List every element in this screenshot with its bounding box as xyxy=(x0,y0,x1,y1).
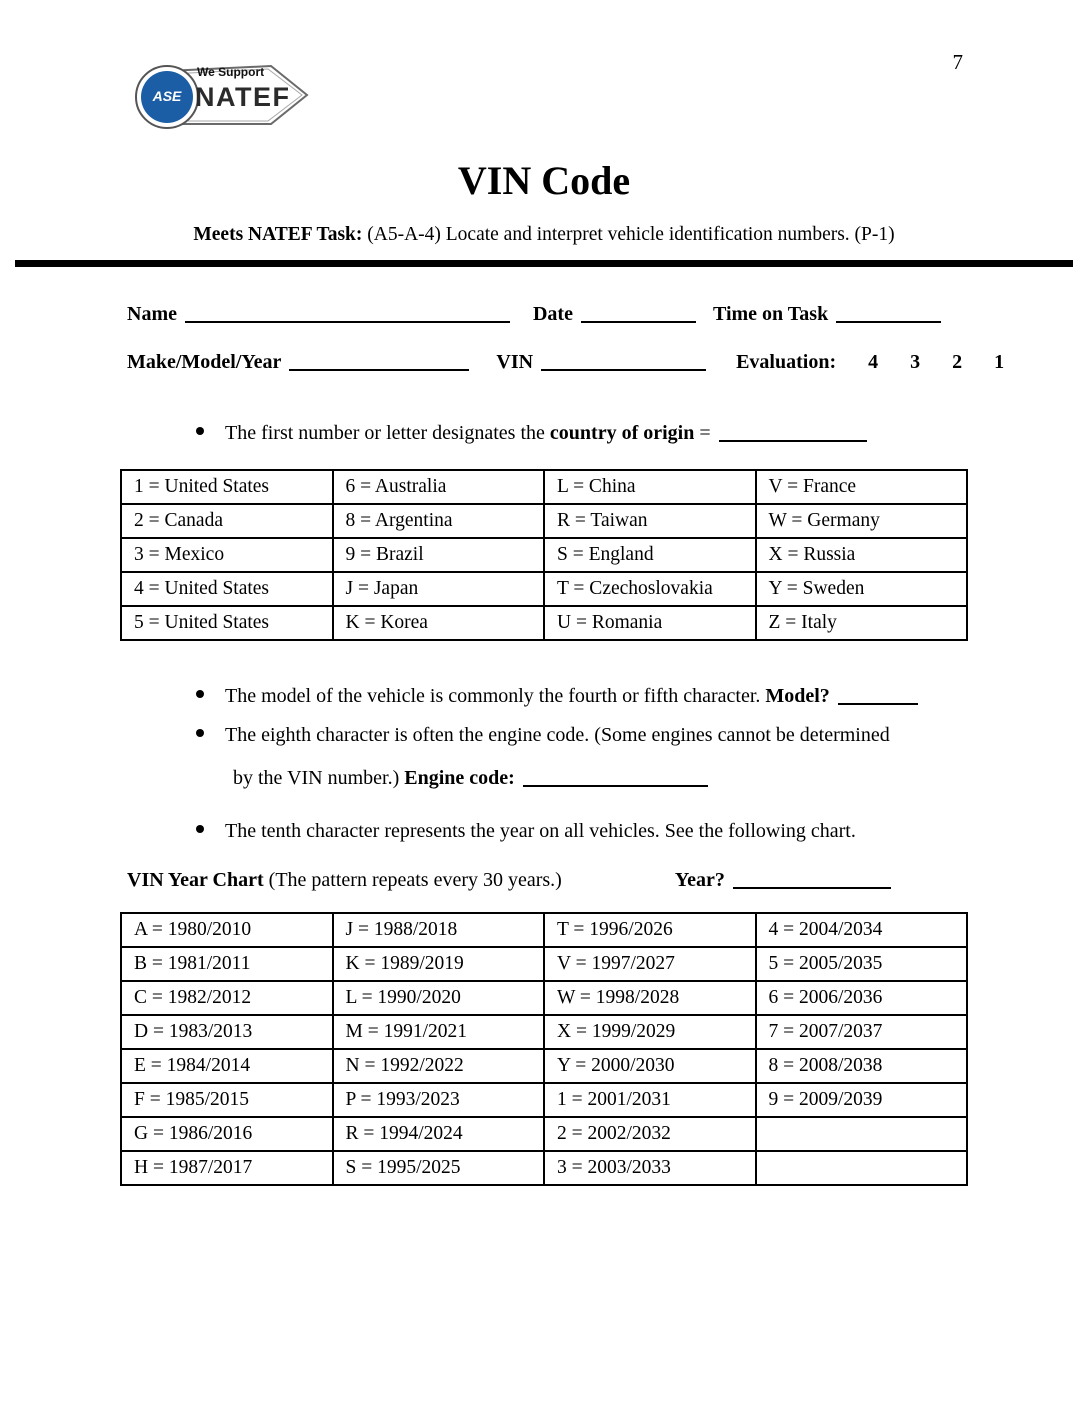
table-cell: D = 1983/2013 xyxy=(121,1015,333,1049)
table-cell: 9 = Brazil xyxy=(333,538,545,572)
make-vin-eval-line xyxy=(127,351,1088,374)
table-cell: L = 1990/2020 xyxy=(333,981,545,1015)
bullet-year xyxy=(196,820,1088,843)
table-cell: 1 = 2001/2031 xyxy=(544,1083,756,1117)
vin-year-chart-note: (The pattern repeats every 30 years.) xyxy=(263,869,562,891)
date-blank xyxy=(581,305,696,323)
engine-code-label: Engine code: xyxy=(404,767,515,789)
table-cell: K = Korea xyxy=(333,606,545,640)
table-cell: 8 = 2008/2038 xyxy=(756,1049,968,1083)
table-cell: 3 = Mexico xyxy=(121,538,333,572)
table-cell: W = Germany xyxy=(756,504,968,538)
table-cell: G = 1986/2016 xyxy=(121,1117,333,1151)
table-cell: 5 = United States xyxy=(121,606,333,640)
vin-year-chart-table xyxy=(120,912,968,1186)
country-of-origin-blank xyxy=(719,424,867,442)
vin-blank xyxy=(541,353,706,371)
logo-natef-text: NATEF xyxy=(195,82,291,112)
table-cell: U = Romania xyxy=(544,606,756,640)
page-number: 7 xyxy=(952,50,963,74)
table-cell: V = 1997/2027 xyxy=(544,947,756,981)
table-cell xyxy=(756,1151,968,1185)
table-cell: K = 1989/2019 xyxy=(333,947,545,981)
time-on-task-label: Time on Task xyxy=(712,303,829,325)
table-cell: J = Japan xyxy=(333,572,545,606)
table-cell: 4 = United States xyxy=(121,572,333,606)
table-cell: S = 1995/2025 xyxy=(333,1151,545,1185)
table-cell: T = 1996/2026 xyxy=(544,913,756,947)
table-cell: 3 = 2003/2033 xyxy=(544,1151,756,1185)
bullet-icon xyxy=(196,690,204,698)
table-cell: 1 = United States xyxy=(121,470,333,504)
engine-text-line1: The eighth character is often the engine code. (Some engines cannot be determined xyxy=(225,724,890,746)
table-cell: B = 1981/2011 xyxy=(121,947,333,981)
table-row xyxy=(121,1049,967,1083)
table-cell: P = 1993/2023 xyxy=(333,1083,545,1117)
table-cell: W = 1998/2028 xyxy=(544,981,756,1015)
table-cell: Z = Italy xyxy=(756,606,968,640)
make-model-year-blank xyxy=(289,353,469,371)
natef-task-line xyxy=(0,224,1088,246)
table-cell xyxy=(756,1117,968,1151)
bullet-icon xyxy=(196,427,204,435)
evaluation-label: Evaluation: xyxy=(736,351,837,373)
name-date-time-line xyxy=(127,303,1088,326)
table-row xyxy=(121,1151,967,1185)
task-text: (A5-A-4) Locate and interpret vehicle identification numbers. (P-1) xyxy=(367,224,895,245)
table-cell: M = 1991/2021 xyxy=(333,1015,545,1049)
evaluation-score-3: 3 xyxy=(910,351,921,373)
year-label: Year? xyxy=(674,869,725,891)
table-cell: 6 = Australia xyxy=(333,470,545,504)
time-on-task-blank xyxy=(836,305,941,323)
table-row xyxy=(121,538,967,572)
table-cell: S = England xyxy=(544,538,756,572)
table-cell: H = 1987/2017 xyxy=(121,1151,333,1185)
name-label: Name xyxy=(127,303,177,325)
logo-we-support-text: We Support xyxy=(197,65,265,79)
table-cell: Y = 2000/2030 xyxy=(544,1049,756,1083)
model-blank xyxy=(838,687,918,705)
table-row xyxy=(121,470,967,504)
table-row xyxy=(121,981,967,1015)
table-cell: Y = Sweden xyxy=(756,572,968,606)
make-model-year-label: Make/Model/Year xyxy=(127,351,282,373)
bullet-icon xyxy=(196,825,204,833)
table-row xyxy=(121,1083,967,1117)
table-row xyxy=(121,913,967,947)
vin-label: VIN xyxy=(496,351,534,373)
country-of-origin-table xyxy=(120,469,968,641)
table-row xyxy=(121,1117,967,1151)
table-cell: N = 1992/2022 xyxy=(333,1049,545,1083)
model-label: Model? xyxy=(765,685,830,707)
table-cell: X = 1999/2029 xyxy=(544,1015,756,1049)
evaluation-score-1: 1 xyxy=(994,351,1005,373)
origin-text: The first number or letter designates the xyxy=(225,422,550,444)
table-cell: T = Czechoslovakia xyxy=(544,572,756,606)
bullet-model xyxy=(196,685,1088,708)
name-blank xyxy=(185,305,510,323)
engine-code-blank xyxy=(523,769,708,787)
vin-year-chart-label: VIN Year Chart xyxy=(127,869,264,891)
table-row xyxy=(121,606,967,640)
table-cell: E = 1984/2014 xyxy=(121,1049,333,1083)
table-cell: 5 = 2005/2035 xyxy=(756,947,968,981)
ase-logo-icon: ASE xyxy=(152,88,182,104)
table-cell: R = 1994/2024 xyxy=(333,1117,545,1151)
table-row xyxy=(121,572,967,606)
table-cell: 4 = 2004/2034 xyxy=(756,913,968,947)
year-blank xyxy=(733,871,891,889)
table-row xyxy=(121,1015,967,1049)
vin-year-chart-heading xyxy=(127,869,1088,892)
table-row xyxy=(121,504,967,538)
origin-equals: = xyxy=(694,422,711,444)
table-cell: L = China xyxy=(544,470,756,504)
year-text: The tenth character represents the year on all vehicles. See the following chart. xyxy=(225,820,856,842)
date-label: Date xyxy=(532,303,573,325)
page-title: VIN Code xyxy=(457,158,631,203)
bullet-country-of-origin xyxy=(196,422,1088,445)
table-cell: F = 1985/2015 xyxy=(121,1083,333,1117)
table-cell: 6 = 2006/2036 xyxy=(756,981,968,1015)
table-cell: R = Taiwan xyxy=(544,504,756,538)
model-text: The model of the vehicle is commonly the fourth or fifth character. xyxy=(225,685,766,707)
natef-ase-logo xyxy=(133,55,318,137)
bullet-icon xyxy=(196,729,204,737)
table-cell: 2 = Canada xyxy=(121,504,333,538)
table-cell: 8 = Argentina xyxy=(333,504,545,538)
table-cell: C = 1982/2012 xyxy=(121,981,333,1015)
evaluation-score-2: 2 xyxy=(952,351,963,373)
table-cell: A = 1980/2010 xyxy=(121,913,333,947)
table-cell: X = Russia xyxy=(756,538,968,572)
table-cell: 9 = 2009/2039 xyxy=(756,1083,968,1117)
bullet-engine-code xyxy=(196,724,1088,747)
task-label: Meets NATEF Task: xyxy=(193,224,363,245)
engine-text-line2: by the VIN number.) xyxy=(233,767,405,789)
divider-bar xyxy=(15,260,1073,267)
table-cell: J = 1988/2018 xyxy=(333,913,545,947)
engine-code-continuation-line xyxy=(233,767,1088,790)
origin-bold: country of origin xyxy=(549,422,695,444)
table-cell: V = France xyxy=(756,470,968,504)
table-cell: 7 = 2007/2037 xyxy=(756,1015,968,1049)
table-cell: 2 = 2002/2032 xyxy=(544,1117,756,1151)
evaluation-score-4: 4 xyxy=(868,351,879,373)
table-row xyxy=(121,947,967,981)
